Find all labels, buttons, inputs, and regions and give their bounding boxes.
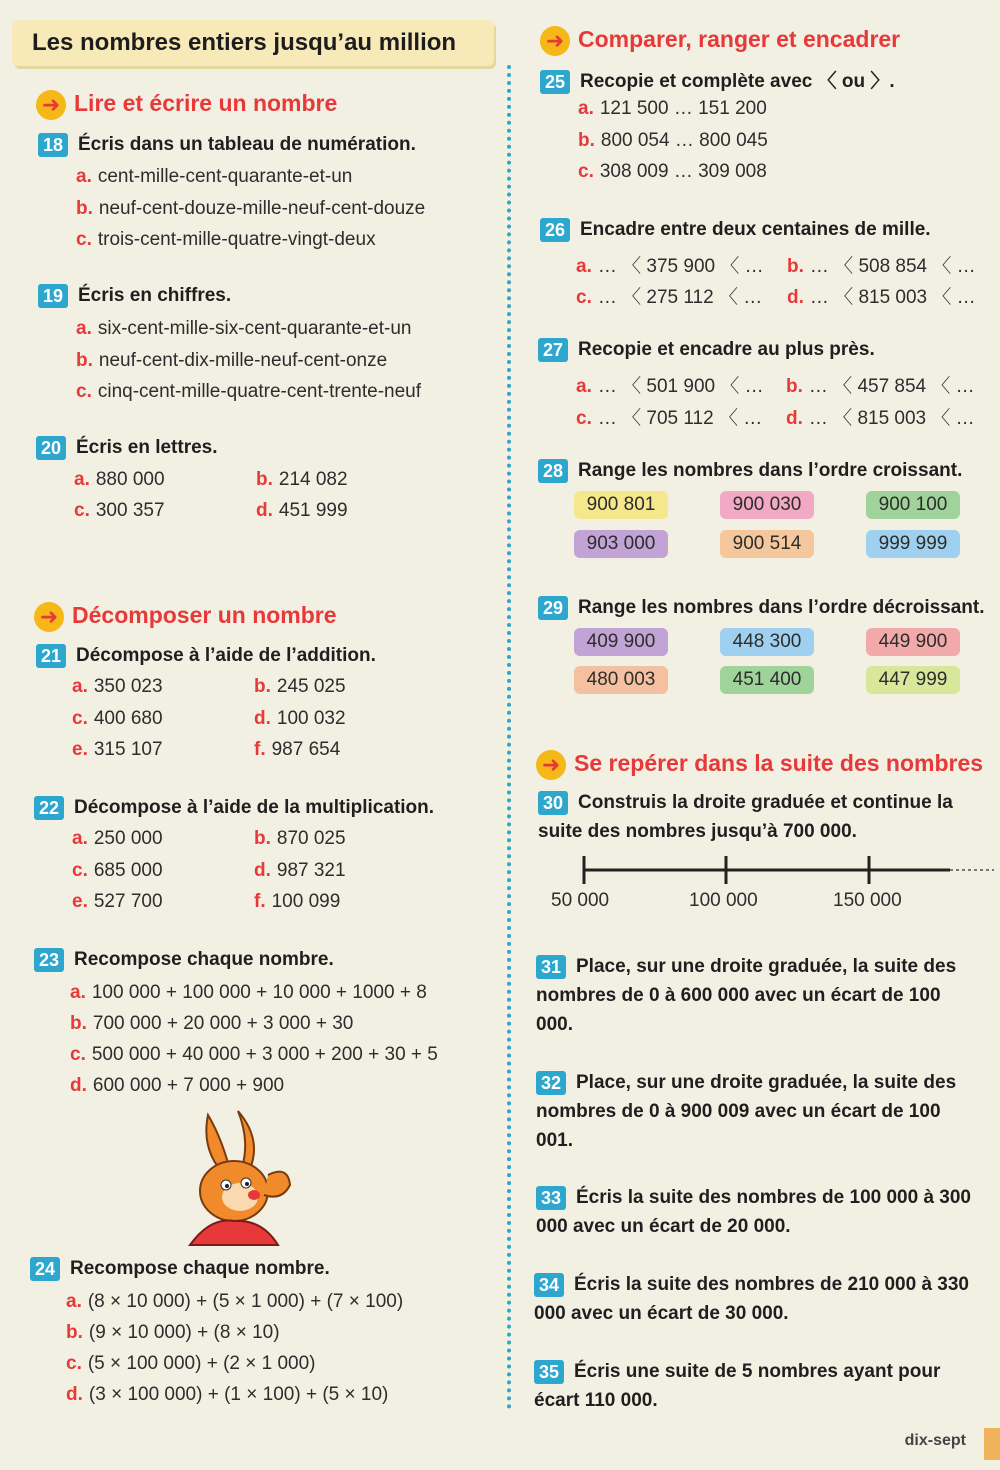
section-decomposer: ➜ Décomposer un nombre bbox=[34, 602, 337, 632]
list-item: a. six-cent-mille-six-cent-quarante-et-un bbox=[76, 318, 412, 339]
list-item: b. neuf-cent-dix-mille-neuf-cent-onze bbox=[76, 350, 388, 371]
section-lire-ecrire: ➜ Lire et écrire un nombre bbox=[36, 90, 337, 120]
list-item: d. 451 999 bbox=[256, 500, 348, 521]
list-item: c. 308 009 … 309 008 bbox=[578, 161, 767, 182]
list-item: c. … 〈 705 112 〈 … bbox=[576, 408, 763, 429]
exercise-number: 34 bbox=[534, 1273, 564, 1297]
exercise-19-title: 19 Écris en chiffres. bbox=[38, 284, 231, 308]
tick-label: 50 000 bbox=[551, 890, 610, 911]
exercise-number: 28 bbox=[538, 459, 568, 483]
list-item: a. (8 × 10 000) + (5 × 1 000) + (7 × 100) bbox=[66, 1291, 404, 1312]
list-item: b. 245 025 bbox=[254, 676, 346, 697]
list-item: c. 685 000 bbox=[72, 860, 163, 881]
list-item: a. … 〈 375 900 〈 … bbox=[576, 256, 764, 277]
number-chip: 449 900 bbox=[866, 628, 960, 656]
list-item: b. 870 025 bbox=[254, 828, 346, 849]
exercise-18-title: 18 Écris dans un tableau de numération. bbox=[38, 133, 416, 157]
exercise-number: 24 bbox=[30, 1257, 60, 1281]
page-number-label: dix-sept bbox=[904, 1432, 966, 1449]
list-item: d. 600 000 + 7 000 + 900 bbox=[70, 1075, 285, 1096]
arrow-right-icon: ➜ bbox=[540, 26, 570, 56]
exercise-31-title: 31 Place, sur une droite graduée, la suite des nombres de 0 à 600 000 avec un écart de 100 000. bbox=[536, 956, 957, 1035]
number-chip: 409 900 bbox=[574, 628, 668, 656]
exercise-32-title: 32 Place, sur une droite graduée, la suite des nombres de 0 à 900 009 avec un écart de 100 001. bbox=[536, 1072, 957, 1151]
number-chip: 480 003 bbox=[574, 666, 668, 694]
page-title: Les nombres entiers jusqu’au million bbox=[12, 20, 494, 66]
tick-label: 100 000 bbox=[689, 890, 758, 911]
list-item: b. … 〈 457 854 〈 … bbox=[786, 376, 975, 397]
arrow-right-icon: ➜ bbox=[34, 602, 64, 632]
exercise-26-title: 26 Encadre entre deux centaines de mille. bbox=[540, 218, 931, 242]
section-se-reperer: ➜ Se repérer dans la suite des nombres bbox=[536, 750, 983, 780]
list-item: a. 100 000 + 100 000 + 10 000 + 1000 + 8 bbox=[70, 982, 427, 1003]
list-item: b. (9 × 10 000) + (8 × 10) bbox=[66, 1322, 280, 1343]
page-edge-tab bbox=[984, 1428, 1000, 1460]
exercise-number: 27 bbox=[538, 338, 568, 362]
list-item: e. 315 107 bbox=[72, 739, 163, 760]
rabbit-mascot-illustration bbox=[150, 1105, 310, 1255]
list-item: a. 880 000 bbox=[74, 469, 165, 490]
list-item: b. neuf-cent-douze-mille-neuf-cent-douze bbox=[76, 198, 426, 219]
exercise-number: 31 bbox=[536, 955, 566, 979]
exercise-number: 25 bbox=[540, 70, 570, 94]
number-chip: 900 100 bbox=[866, 491, 960, 519]
number-chip: 448 300 bbox=[720, 628, 814, 656]
exercise-35-title: 35 Écris une suite de 5 nombres ayant pour écart 110 000. bbox=[534, 1361, 941, 1411]
list-item: c. cinq-cent-mille-quatre-cent-trente-neuf bbox=[76, 381, 421, 402]
list-item: d. 987 321 bbox=[254, 860, 346, 881]
list-item: b. … 〈 508 854 〈 … bbox=[787, 256, 976, 277]
list-item: a. 250 000 bbox=[72, 828, 163, 849]
list-item: d. 100 032 bbox=[254, 708, 346, 729]
list-item: d. … 〈 815 003 〈 … bbox=[787, 287, 976, 308]
number-chip: 900 801 bbox=[574, 491, 668, 519]
column-divider bbox=[507, 65, 511, 1410]
number-chip: 999 999 bbox=[866, 530, 960, 558]
exercise-number: 23 bbox=[34, 948, 64, 972]
number-chip: 903 000 bbox=[574, 530, 668, 558]
number-chip: 900 030 bbox=[720, 491, 814, 519]
list-item: b. 214 082 bbox=[256, 469, 348, 490]
list-item: f. 987 654 bbox=[254, 739, 341, 760]
exercise-28-title: 28 Range les nombres dans l’ordre croissant. bbox=[538, 459, 962, 483]
list-item: c. 300 357 bbox=[74, 500, 165, 521]
exercise-number: 21 bbox=[36, 644, 66, 668]
exercise-number: 29 bbox=[538, 596, 568, 620]
list-item: d. (3 × 100 000) + (1 × 100) + (5 × 10) bbox=[66, 1384, 389, 1405]
list-item: d. … 〈 815 003 〈 … bbox=[786, 408, 975, 429]
list-item: a. 121 500 … 151 200 bbox=[578, 98, 767, 119]
number-chip: 447 999 bbox=[866, 666, 960, 694]
list-item: b. 700 000 + 20 000 + 3 000 + 30 bbox=[70, 1013, 354, 1034]
number-chip: 451 400 bbox=[720, 666, 814, 694]
section-comparer: ➜ Comparer, ranger et encadrer bbox=[540, 26, 900, 56]
exercise-29-title: 29 Range les nombres dans l’ordre décroissant. bbox=[538, 596, 985, 620]
exercise-25-title: 25 Recopie et complète avec 〈 ou 〉. bbox=[540, 66, 895, 94]
exercise-30-title: 30 Construis la droite graduée et continue la suite des nombres jusqu’à 700 000. bbox=[538, 792, 953, 842]
exercise-number: 33 bbox=[536, 1186, 566, 1210]
list-item: f. 100 099 bbox=[254, 891, 341, 912]
list-item: a. … 〈 501 900 〈 … bbox=[576, 376, 764, 397]
list-item: a. 350 023 bbox=[72, 676, 163, 697]
exercise-number: 20 bbox=[36, 436, 66, 460]
tick-label: 150 000 bbox=[833, 890, 902, 911]
exercise-number: 32 bbox=[536, 1071, 566, 1095]
exercise-22-title: 22 Décompose à l’aide de la multiplication. bbox=[34, 796, 434, 820]
exercise-20-title: 20 Écris en lettres. bbox=[36, 436, 218, 460]
exercise-24-title: 24 Recompose chaque nombre. bbox=[30, 1257, 330, 1281]
arrow-right-icon: ➜ bbox=[36, 90, 66, 120]
arrow-right-icon: ➜ bbox=[536, 750, 566, 780]
exercise-21-title: 21 Décompose à l’aide de l’addition. bbox=[36, 644, 376, 668]
list-item: e. 527 700 bbox=[72, 891, 163, 912]
exercise-27-title: 27 Recopie et encadre au plus près. bbox=[538, 338, 875, 362]
list-item: c. (5 × 100 000) + (2 × 1 000) bbox=[66, 1353, 316, 1374]
list-item: c. trois-cent-mille-quatre-vingt-deux bbox=[76, 229, 376, 250]
number-chip: 900 514 bbox=[720, 530, 814, 558]
exercise-number: 30 bbox=[538, 791, 568, 815]
list-item: c. 400 680 bbox=[72, 708, 163, 729]
exercise-number: 35 bbox=[534, 1360, 564, 1384]
exercise-34-title: 34 Écris la suite des nombres de 210 000 à 330 000 avec un écart de 30 000. bbox=[534, 1274, 970, 1324]
exercise-number: 18 bbox=[38, 133, 68, 157]
list-item: b. 800 054 … 800 045 bbox=[578, 130, 768, 151]
list-item: a. cent-mille-cent-quarante-et-un bbox=[76, 166, 353, 187]
exercise-number: 26 bbox=[540, 218, 570, 242]
list-item: c. … 〈 275 112 〈 … bbox=[576, 287, 763, 308]
exercise-number: 19 bbox=[38, 284, 68, 308]
number-line bbox=[580, 852, 996, 886]
exercise-23-title: 23 Recompose chaque nombre. bbox=[34, 948, 334, 972]
exercise-33-title: 33 Écris la suite des nombres de 100 000 à 300 000 avec un écart de 20 000. bbox=[536, 1187, 972, 1237]
list-item: c. 500 000 + 40 000 + 3 000 + 200 + 30 + 5 bbox=[70, 1044, 438, 1065]
exercise-number: 22 bbox=[34, 796, 64, 820]
